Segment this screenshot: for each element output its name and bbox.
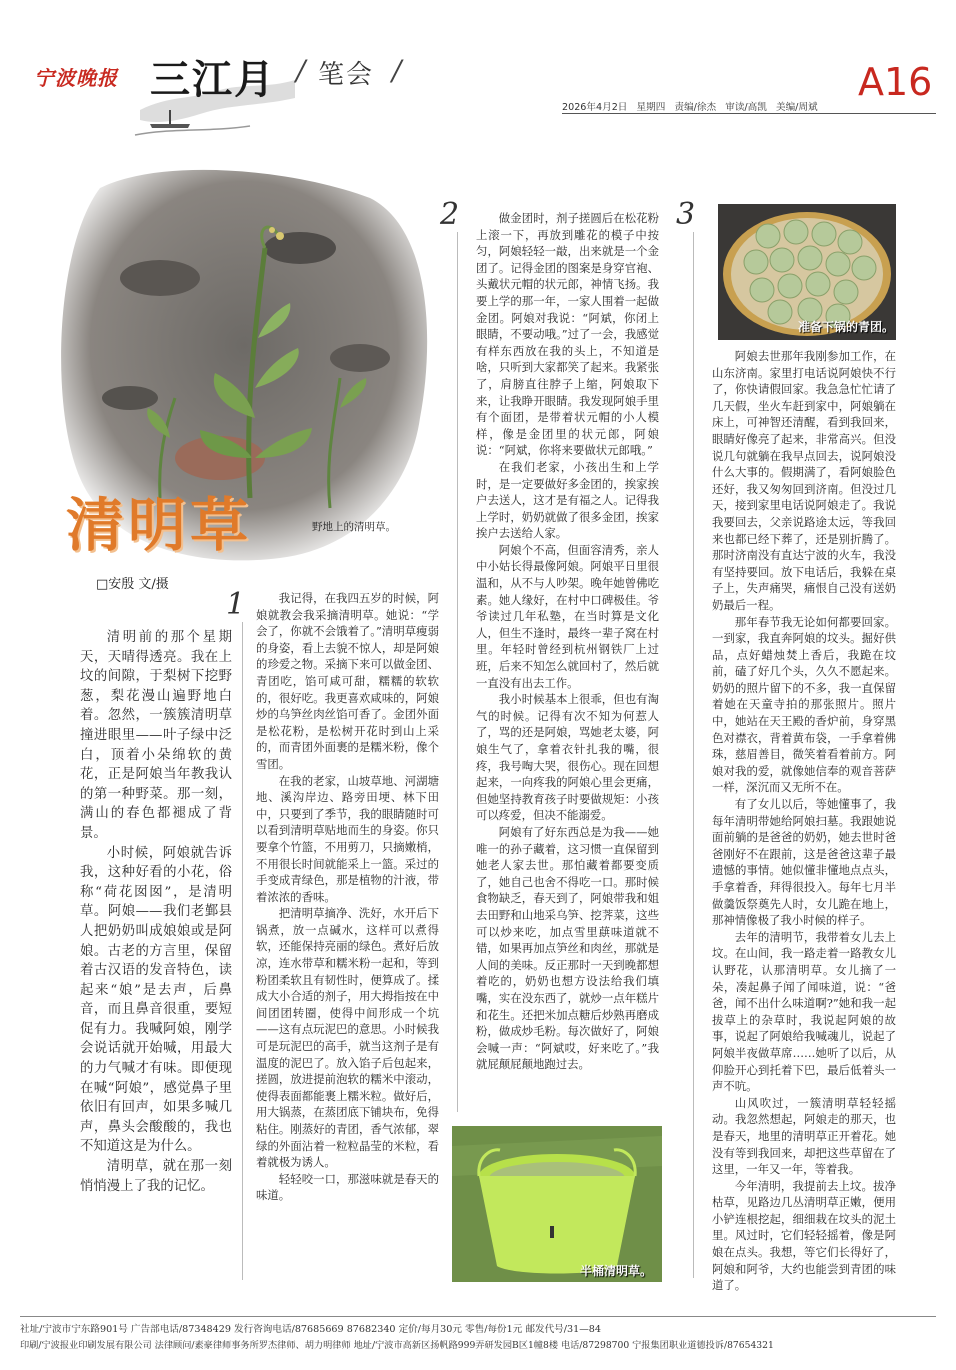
section-2-paragraph: 阿娘有了好东西总是为我——她唯一的孙子藏着，这习惯一直保留到她老人家去世。那怕藏着都要变质了，她自己也舍不得吃一口。那时候食物缺乏，春天到了，阿娘带我和姐去田野和山地采乌笋、挖荠菜，这些可以炒来吃，加点雪里蕻味道就不错，如果再加点笋丝和肉丝，那就是人间的美味。反正那时一天到晚都想着吃的，奶奶也想方设法给我们填嘴，实在没东西了，就炒一点年糕片和花生。还把米加点糖后炒熟再磨成粉，做成炒毛粉。每次做好了，阿娘会喊一声：“阿斌哎，好来吃了。”我就屁颠屁颠地跑过去。 — [476, 824, 659, 1072]
section-1-paragraph: 我记得，在我四五岁的时候，阿娘就教会我采摘清明草。她说：“学会了，你就不会饿着了。”清明草瘦弱的身姿，看上去貌不惊人，却是阿娘的珍爱之物。采摘下来可以做金团、青团吃，馅可咸可甜，糯糯的软软的，很好吃。我更喜欢咸味的，阿娘炒的乌笋丝肉丝馅可香了。金团外面是松花粉，是松树开花时到山上采的，而青团外面裹的是糯米粉，像个雪团。 — [256, 591, 439, 771]
section-3-paragraph: 今年清明，我提前去上坟。拔净枯草，见路边几丛清明草正嫩，便用小铲连根挖起，细细栽在坟头的泥土里。风过时，它们轻轻摇着，像是阿娘在点头。我想，等它们长得好了，阿娘和阿爷，大约也能尝到青团的味道了。 — [712, 1178, 896, 1293]
bucket-photo — [452, 1126, 662, 1282]
section-3-paragraph: 那年春节我无论如何都要回家。一到家，我直奔阿娘的坟头。掘好供品，点好蜡烛焚上香后，我跪在坟前，磕了好几个头，久久不愿起来。奶奶的照片留下的不多，我一直保留着她在天童寺拍的那张照片。照片中，她站在天王殿的香炉前，身穿黑色对襟衣，背着黄布袋，一手拿着佛珠，慈眉善目，微笑着看着前方。阿娘对我的爱，就像她信奉的观音菩萨一样，深沉而又无所不在。 — [712, 614, 896, 795]
section-1-paragraph: 在我的老家，山坡草地、河湖塘地、溪沟岸边、路旁田埂、林下田中，只要到了季节，我的眼睛随时可以看到清明草贴地而生的身姿。你只要拿个竹篮，不用剪刀，只摘嫩梢，不用很长时间就能采上一篮。采过的手变成青绿色，那是植物的汁液，带着浓浓的香味。 — [256, 773, 439, 904]
section-1-column — [256, 590, 439, 1204]
section-1-paragraph: 把清明草摘净、洗好，水开后下锅煮，放一点碱水，这样可以煮得软，还能保持亮丽的绿色。煮好后放凉，连水带草和糯米粉一起和，等到粉团柔软且有韧性时，便算成了。揉成大小合适的剂子，用大拇指按在中间团团转圈，使得中间形成一个坑——这有点玩泥巴的意思。小时候我可是玩泥巴的高手，就当这剂子是有温度的泥巴了。放入馅子后包起来，搓圆，放进提前泡软的糯米中滚动，使得表面都能裹上糯米粒。做好后，用大锅蒸，在蒸团底下铺块布，免得粘住。刚蒸好的青团，香气浓郁，翠绿的外面沾着一粒粒晶莹的米粒，看着就极为诱人。 — [256, 906, 439, 1170]
section-2-paragraph: 阿娘个不高，但面容清秀，亲人中小姑长得最像阿娘。阿娘平日里很温和，从不与人吵架。晚年她曾佛吃素。她人缘好，在村中口碑极佳。爷爷读过几年私塾，在当时算是文化人，但生不逢时，最终一辈子窝在村里。年轻时曾经到杭州钢铁厂上过班，后来不知怎么就回村了，然后就一直没有出去工作。 — [476, 542, 659, 690]
issue-meta: 2026年4月2日 星期四 责编/徐杰 审读/高凯 美编/周斌 — [562, 102, 818, 113]
section-number-2: 2 — [440, 197, 460, 232]
section-2-paragraph: 在我们老家，小孩出生和上学时，是一定要做好多金团的，挨家挨户去送人，这才是有福之人。记得我上学时，奶奶就做了很多金团，挨家挨户去送给人家。 — [476, 459, 659, 541]
intro-paragraph: 小时候，阿娘就告诉我，这种好看的小花，俗称“荷花囡囡”，是清明草。阿娘——我们老鄞县人把奶奶叫成娘娘或是阿娘。古老的方言里，保留着古汉语的发音特色，读起来“娘”是去声，后鼻音，而且鼻音很重，要短促有力。我喊阿娘，刚学会说话就开始喊，用最大的力气喊才有味。即便现在喊“阿娘”，感觉鼻子里依旧有回声，如果多喊几声，鼻头会酸酸的，我也不知道这是为什么。 — [80, 845, 232, 1155]
bucket-illustration — [452, 1126, 662, 1282]
section-3-paragraph: 山风吹过，一簇清明草轻轻摇动。我忽然想起，阿娘走的那天，也是春天，地里的清明草正开着花。她没有等到我回来，却把这些草留在了这里，一年又一年，等着我。 — [712, 1095, 896, 1177]
footer-line-1: 社址/宁波市宁东路901号 广告部电话/87348429 发行咨询电话/87685669 87682340 定价/每月30元 零售/每份1元 邮发代号/31—84 — [20, 1324, 602, 1335]
column-divider — [242, 622, 243, 1280]
page-number: A16 — [858, 60, 933, 104]
section-3-paragraph: 阿娘去世那年我刚参加工作，在山东济南。家里打电话说阿娘快不行了，你快请假回家。我急急忙忙请了几天假，坐火车赶到家中，阿娘躺在床上，可神智还清醒，看到我回来，眼睛好像亮了起来，非常高兴。但没说几句就躺在我早点回去，说阿娘没什么大事的。假期满了，看阿娘脸色还好，我又匆匆回到济南。但没过几天，接到家里电话说阿娘走了。我说我要回去，父亲说路途太远，等我回来也都已经下葬了，还是别折腾了。那时济南没有直达宁波的火车，我没有坚持要回。放下电话后，我躲在桌子上，失声痛哭，痛恨自己没有送奶奶最后一程。 — [712, 349, 896, 612]
section-3-paragraph: 有了女儿以后，等她懂事了，我每年清明带她给阿娘扫墓。我跟她说面前躺的是爸爸的奶奶，她去世时爸爸刚好不在跟前，这是爸爸这辈子最遗憾的事情。她似懂非懂地点点头，手拿着香，拜得很投入。每年七月半做羹饭祭奠先人时，女儿跪在地上，那神情像极了我小时候的样子。 — [712, 797, 896, 928]
header-rule — [562, 113, 936, 114]
photo1-caption: 野地上的清明草。 — [312, 521, 396, 533]
column-divider — [693, 232, 694, 1278]
article-title: 清明草 — [66, 491, 253, 559]
section-slash-left: / — [296, 54, 306, 87]
section-number-3: 3 — [676, 197, 696, 232]
section-2-paragraph: 我小时候基本上很乖，但也有淘气的时候。记得有次不知为何惹人了，骂的还是阿娘，骂她老太婆，阿娘生气了，拿着衣针扎我的嘴，很疼，我号啕大哭，很伤心。现在回想起来，一向疼我的阿娘心里会更痛，但她坚持教育孩子时要做规矩：小孩可以疼爱，但决不能溺爱。 — [476, 692, 659, 823]
column-title: 三江月 — [150, 56, 276, 103]
column-divider — [457, 232, 458, 1112]
section-label: 笔会 — [318, 60, 375, 90]
section-1-paragraph: 轻轻咬一口，那滋味就是春天的味道。 — [256, 1171, 439, 1203]
brand-logo: 宁波晚报 — [34, 66, 118, 90]
section-number-1: 1 — [226, 587, 246, 622]
intro-paragraph: 清明草，就在那一刻悄悄漫上了我的记忆。 — [80, 1159, 232, 1194]
photo2-caption: 准备下锅的青团。 — [798, 320, 895, 334]
intro-column — [80, 628, 232, 1196]
intro-paragraph: 清明前的那个星期天，天晴得透亮。我在上坟的间隙，于梨树下挖野葱，梨花漫山遍野地白着。忽然，一簇簇清明草撞进眼里——叶子绿中泛白，顶着小朵绵软的黄花，正是阿娘当年教我认的第一种野菜。那一刻，满山的春色都褪成了背景。 — [80, 630, 232, 841]
footer-line-2: 印刷/宁波报业印刷发展有限公司 法律顾问/素豪律师事务所罗杰律师、胡力明律师 地址/宁波市高新区扬帆路999弄研发园B区1幢8楼 电话/87298700 宁报集团职业道德投诉/87654321 — [20, 1340, 774, 1351]
photo3-caption: 半桶清明草。 — [580, 1264, 653, 1278]
byline: □安殷 文/摄 — [96, 577, 169, 592]
section-3-column — [712, 348, 896, 1294]
footer-rule — [20, 1316, 936, 1317]
section-2-paragraph: 做金团时，剂子搓圆后在松花粉上滚一下，再放到雕花的模子中按匀，阿娘轻轻一敲，出来就是一个金团了。记得金团的图案是身穿官袍、头戴状元帽的状元郎，神情飞扬。我要上学的那一年，一家人围着一起做金团。阿娘对我说：“阿斌，你闭上眼睛，不要动哦。”过了一会，我感觉有样东西放在我的头上，不知道是啥，只听到大家都笑了起来。我紧张了，肩膀直往脖子上缩，阿娘取下来，让我睁开眼睛。我发现阿娘手里有个面团，是带着状元帽的小人模样，像是金团里的状元郎，阿娘说：“阿斌，你将来要做状元郎哦。” — [476, 211, 659, 458]
section-3-paragraph: 去年的清明节，我带着女儿去上坟。在山间，我一路走着一路教女儿认野花，认那清明草。女儿摘了一朵，凑起鼻子闻了闻味道，说：“爸爸，闻不出什么味道啊?”她和我一起拔草上的杂草时，我说起阿娘的故事，说起了阿娘给我喊魂儿，说起了阿娘半夜做草席……她听了以后，从仰脸开心到托着下巴，最后低着头一声不吭。 — [712, 929, 896, 1094]
section-2-column — [476, 210, 659, 1073]
section-slash-right: / — [392, 54, 402, 87]
